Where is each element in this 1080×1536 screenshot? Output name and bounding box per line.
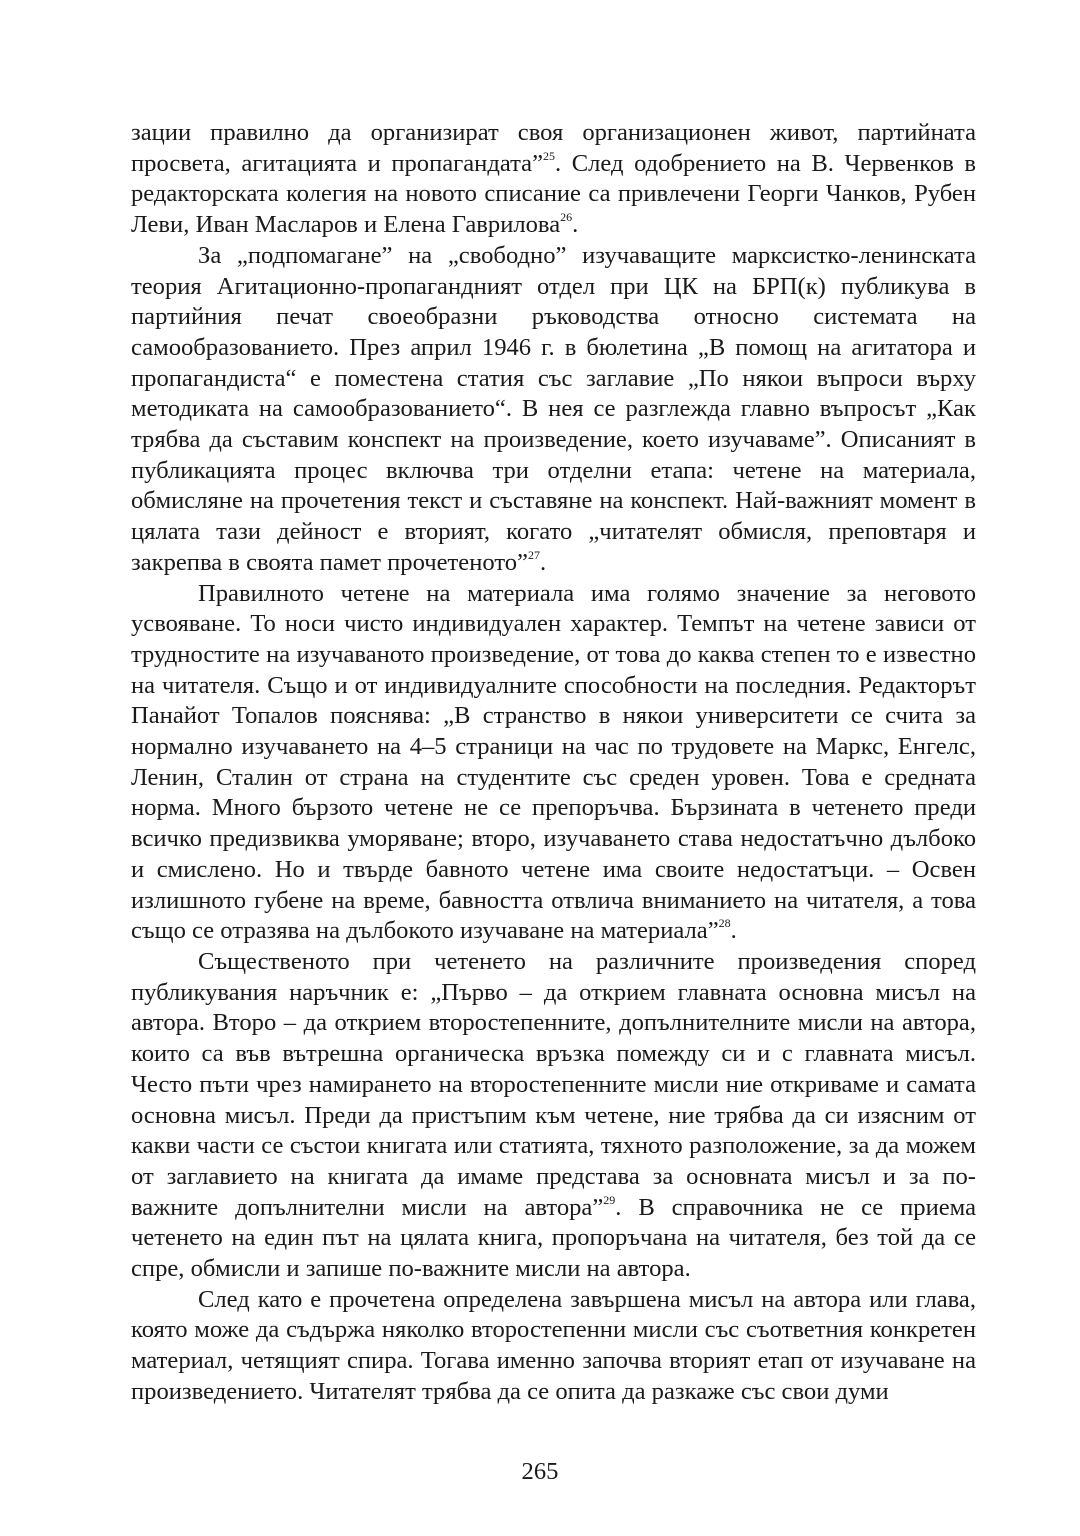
paragraph-2 (131, 241, 976, 579)
paragraph-3 (131, 579, 976, 947)
footnote-reference: 27 (527, 547, 540, 562)
paragraph-text: . След одобрението на В. Червенков в редакторската колегия на новото списание са привлечени Георги Чанков, Рубен Леви, Иван Масларов и Елена Гаврилова (131, 149, 976, 239)
footnote-reference: 26 (560, 210, 573, 225)
footnote-reference: 29 (603, 1192, 616, 1207)
paragraph-4 (131, 947, 976, 1285)
paragraph-text: Съществeното при четенето на различните произведения според публикувания наръчник е: „Първо – да открием главната основна мисъл на автора. Второ – да открием второстепенните, допълнителните мисли на автора, които са във вътрешна органическа връзка помежду си и с главната мисъл. Често пъти чрез намирането на второстепенните мисли ние откриваме и самата основна мисъл. Преди да пристъпим към четене, ние трябва да си изясним от какви части се състои книгата или статията, тяхното разположение, за да можем от заглавието на книгата да имаме представа за основната мисъл и за по-важните допълнителни мисли на автора” (131, 947, 976, 1221)
paragraph-text: зации правилно да организират своя организационен живот, партийната просвета, агитацията и пропагандата” (131, 119, 976, 177)
footnote-reference: 25 (543, 148, 556, 163)
paragraph-text: Правилното четене на материала има голямо значение за неговото усвояване. То носи чисто индивидуален характер. Темпът на четене зависи от трудностите на изучаваното произведение, от това до каква степен то е известно на читателя. Също и от индивидуалните способности на последния. Редакторът Панайот Топалов пояснява: „В странство в някои университети се счита за нормално изучаването на 4–5 страници на час по трудовете на Маркс, Енгелс, Ленин, Сталин от страна на студентите със среден уровен. Това е средната норма. Много бързото четене не се препоръчва. Бързината в четенето преди всичко предизвиква уморяване; второ, изучаването става недостатъчно дълбоко и смислено. Но и твърде бавното четене има своите недостатъци. – Освен излишното губене на време, бавността отвлича вниманието на читателя, а това също се отразява на дълбокото изучаване на материала” (131, 579, 976, 945)
paragraph-1 (131, 118, 976, 241)
paragraph-text: . (730, 917, 737, 945)
paragraph-text: . (572, 211, 579, 239)
paragraph-text: След като е прочетена определена завършена мисъл на автора или глава, която може да съдържа няколко второстепенни мисли със съответния конкретен материал, четящият спира. Тогава именно започва вторият етап от изучаване на произведението. Читателят трябва да се опита да разкаже със свои думи (131, 1285, 976, 1405)
paragraph-text: . (539, 548, 547, 576)
page-body (131, 118, 976, 1408)
paragraph-text: . В справочника не се приема четенето на един път на цялата книга, пропоръчана на читателя, без той да се спре, обмисли и запише по-важните мисли на автора. (131, 1193, 976, 1283)
page-number: 265 (521, 1458, 559, 1485)
paragraph-text: За „подпомагане” на „свободно” изучаващите марксистко-ленинската теория Агитационно-пропагандният отдел при ЦК на БРП(к) публикува в партийния печат своеобразни ръководства относно системата на самообразованието. През април 1946 г. в бюлетина „В помощ на агитатора и пропагандиста“ е поместена статия със заглавие „По някои въпроси върху методиката на самообразованието“. В нея се разглежда главно въпросът „Как трябва да съставим конспект на произведение, което изучаваме”. Описаният в публикацията процес включва три отделни етапа: четене на материала, обмисляне на прочетения текст и съставяне на конспект. Най-важният момент в цялата тази дейност е вторият, когато „читателят обмисля, преповтаря и закрепва в своята памет прочетеното” (131, 241, 976, 576)
footnote-reference: 28 (718, 916, 731, 931)
paragraph-5 (131, 1285, 976, 1408)
